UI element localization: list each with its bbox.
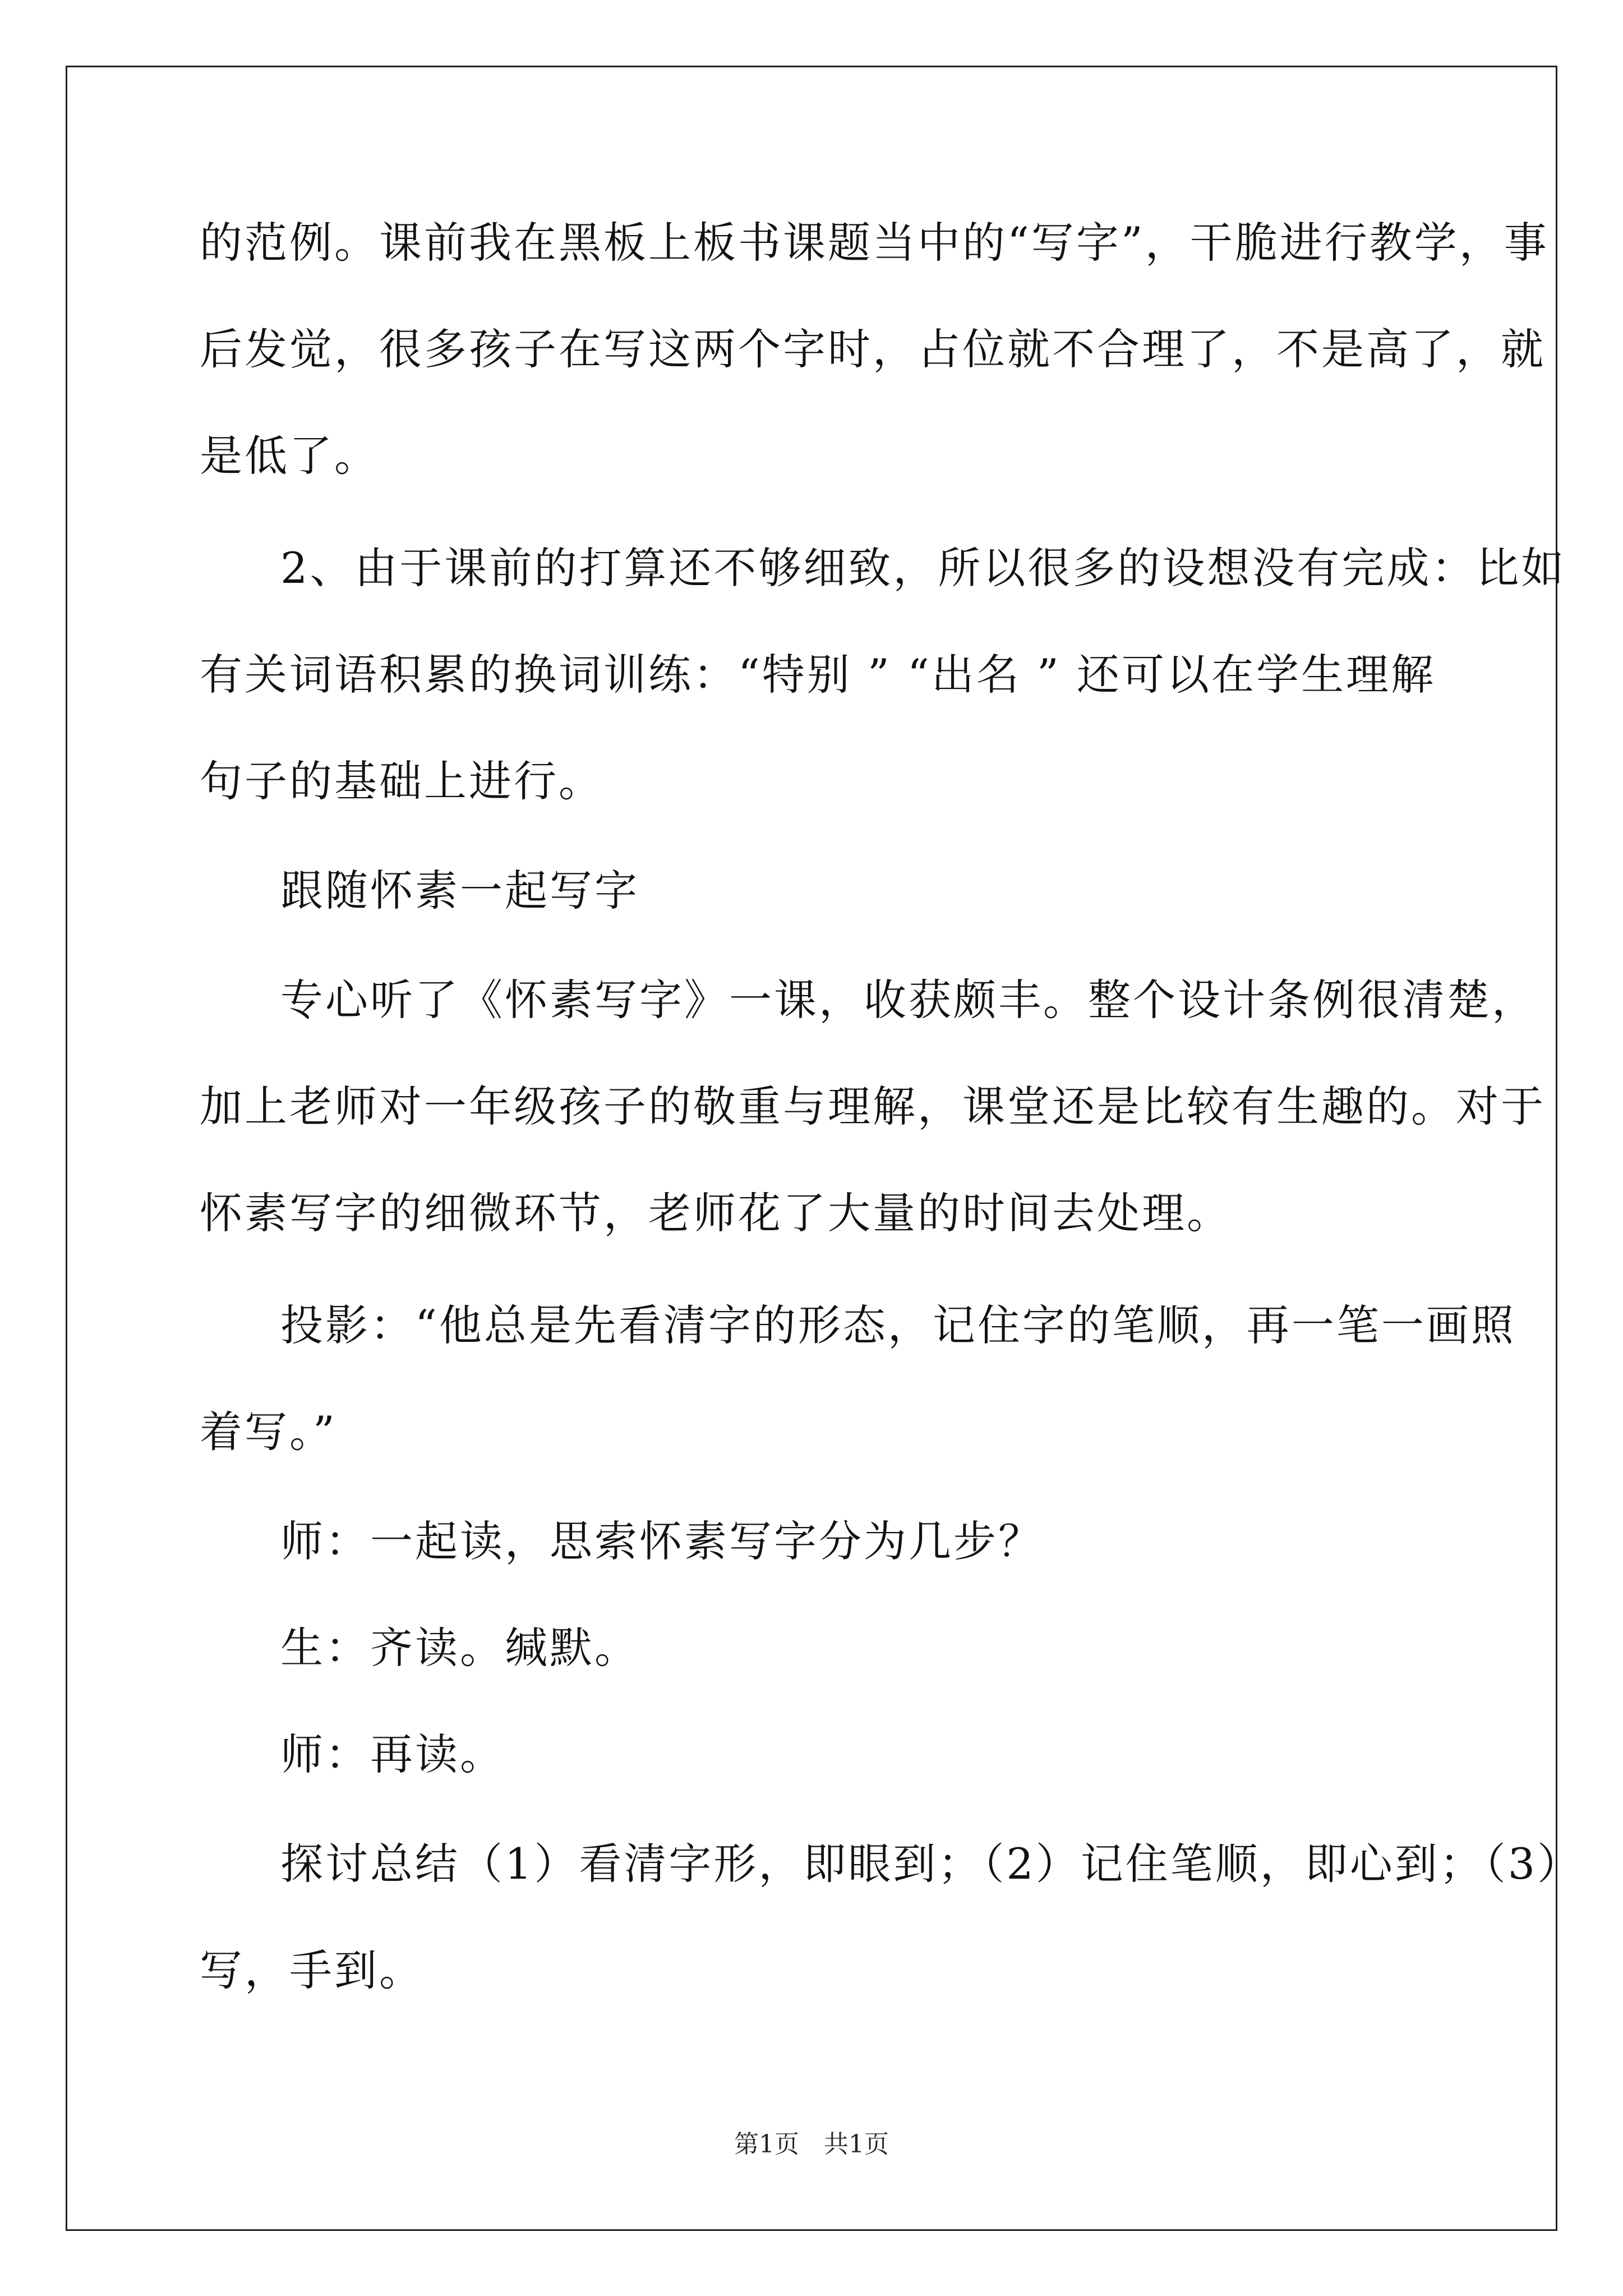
body-line-5: 有关词语积累的换词训练：“特别 ” “出名 ” 还可以在学生理解 xyxy=(200,650,1436,700)
body-line-11: 投影：“他总是先看清字的形态，记住字的笔顺，再一笔一画照 xyxy=(280,1300,1516,1350)
body-line-12: 着写。” xyxy=(200,1407,337,1457)
body-line-8: 专心听了《怀素写字》一课，收获颇丰。整个设计条例很清楚， xyxy=(280,975,1537,1025)
body-line-15: 师：再读。 xyxy=(280,1729,505,1779)
body-line-9: 加上老师对一年级孩子的敬重与理解，课堂还是比较有生趣的。对于 xyxy=(200,1082,1546,1131)
body-line-6: 句子的基础上进行。 xyxy=(200,756,603,806)
body-line-1: 的范例。课前我在黑板上板书课题当中的“写字”，干脆进行教学，事 xyxy=(200,218,1549,268)
body-line-10: 怀素写字的细微环节，老师花了大量的时间去处理。 xyxy=(200,1188,1232,1238)
section-heading: 跟随怀素一起写字 xyxy=(280,866,639,915)
body-line-14: 生：齐读。缄默。 xyxy=(280,1623,639,1673)
page-number-footer: 第1页 共1页 xyxy=(734,2130,889,2159)
body-line-16: 探讨总结（1）看清字形，即眼到；（2）记住笔顺，即心到；（3） xyxy=(280,1839,1583,1889)
body-line-13: 师：一起读，思索怀素写字分为几步？ xyxy=(280,1516,1043,1566)
body-line-2: 后发觉，很多孩子在写这两个字时，占位就不合理了，不是高了，就 xyxy=(200,324,1546,374)
body-line-17: 写，手到。 xyxy=(200,1945,424,1995)
page-border xyxy=(66,66,1583,2231)
body-line-4: 2、由于课前的打算还不够细致，所以很多的设想没有完成：比如 xyxy=(280,543,1566,593)
body-line-3: 是低了。 xyxy=(200,431,379,481)
